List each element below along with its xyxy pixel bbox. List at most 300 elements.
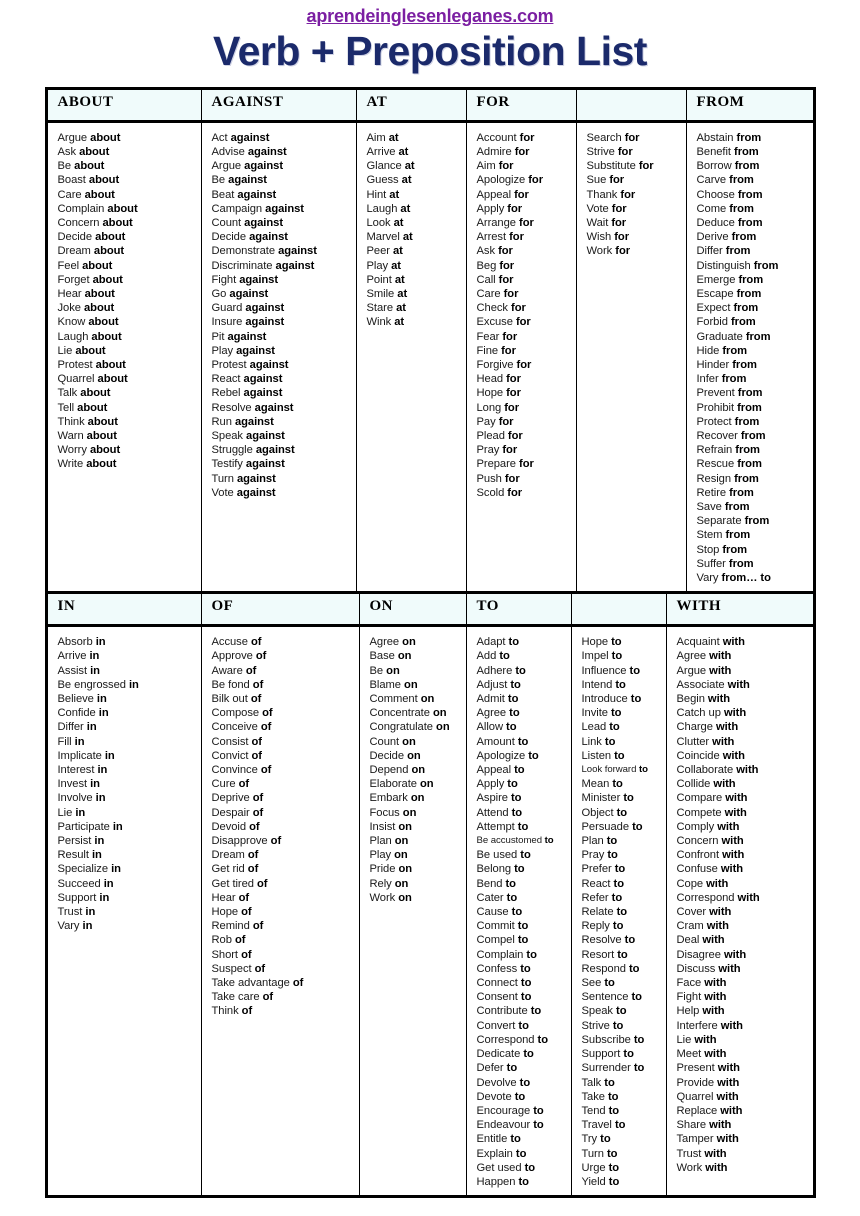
verb-list-item: Vote against [211, 486, 276, 499]
preposition: for [509, 231, 524, 244]
preposition: to [633, 1062, 645, 1075]
preposition: to [517, 920, 529, 933]
header-cell-on [359, 593, 466, 626]
verb-list-item: Interest in [57, 764, 108, 777]
verb-list-item: Assist in [57, 664, 100, 677]
preposition: against [243, 387, 283, 400]
verb-list-item: Ask for [476, 245, 513, 258]
preposition: from [737, 188, 763, 201]
preposition: with [702, 934, 725, 947]
preposition: from [728, 557, 754, 570]
verb-list-item: Agree with [676, 650, 732, 663]
verb-list-item: Fill in [57, 735, 85, 748]
preposition: about [93, 245, 125, 258]
preposition: with [722, 749, 745, 762]
verb-list-item: Link to [581, 735, 616, 748]
preposition: to [631, 991, 642, 1004]
verb-list-item: Urge to [581, 1161, 620, 1174]
preposition: from [725, 529, 751, 542]
header-label-in: IN [57, 598, 76, 615]
header-cell-about [46, 88, 201, 121]
verb-list-item: Discuss with [676, 962, 741, 975]
preposition: in [75, 806, 86, 819]
preposition: to [616, 1005, 627, 1018]
verb-list-item: Cause to [476, 906, 523, 919]
preposition: to [614, 749, 625, 762]
preposition: from… to [721, 572, 771, 584]
verb-list-item: Invite to [581, 707, 622, 720]
preposition: for [501, 344, 516, 357]
preposition: from [725, 245, 751, 258]
verb-list-item: Cover with [676, 906, 732, 919]
preposition: at [391, 259, 401, 272]
verb-list-item: Decide about [57, 231, 126, 244]
preposition: on [407, 749, 421, 762]
preposition: to [544, 835, 554, 847]
preposition: about [87, 415, 118, 428]
verb-list-item: Talk to [581, 1076, 615, 1089]
verb-list-item: Subscribe to [581, 1033, 645, 1046]
preposition: to [511, 806, 523, 819]
verb-list-item: Replace with [676, 1104, 743, 1117]
verb-list-item: Expect from [696, 302, 759, 315]
cell-from [686, 121, 814, 593]
preposition: to [514, 1090, 526, 1103]
verb-list-item: Push for [476, 472, 520, 485]
verb-list-item: Wink at [366, 316, 405, 329]
verb-list-item: Decide on [369, 749, 421, 762]
verb-list-item: Respond to [581, 962, 640, 975]
verb-list-item: Trust in [57, 906, 96, 919]
verb-list-item: Fight against [211, 273, 279, 286]
verb-list-item: Abstain from [696, 131, 762, 144]
verb-list-item: Fight with [676, 991, 727, 1004]
preposition: in [95, 792, 106, 805]
preposition: to [632, 820, 643, 833]
preposition: with [702, 1005, 725, 1018]
preposition: to [608, 1104, 620, 1117]
verb-list-item: Retire from [696, 486, 754, 499]
preposition: on [402, 735, 416, 748]
header-label-from: FROM [696, 93, 745, 110]
preposition: against [275, 259, 315, 272]
verb-list-item: Adhere to [476, 664, 526, 677]
verb-list-item: Begin with [676, 693, 731, 706]
cell-at [356, 121, 466, 593]
verb-list-item: Benefit from [696, 145, 759, 158]
cell-for-b [576, 121, 686, 593]
verb-list-item: Apply for [476, 202, 523, 215]
verb-list-item: Hope of [211, 906, 252, 919]
verb-list-item: Search for [586, 131, 640, 144]
preposition: in [95, 636, 106, 649]
verb-list-item: Adjust to [476, 678, 521, 691]
verb-list-item: Quarrel with [676, 1090, 739, 1103]
preposition: of [252, 792, 264, 805]
preposition: of [238, 891, 250, 904]
preposition: to [520, 849, 531, 862]
verb-list-item: Arrive at [366, 145, 409, 158]
verb-list-item: Choose from [696, 188, 763, 201]
preposition: against [227, 330, 267, 343]
verb-list-item: Add to [476, 650, 510, 663]
preposition: about [88, 316, 119, 329]
verb-list-item: Lie with [676, 1033, 717, 1046]
preposition: to [510, 1133, 521, 1146]
preposition: to [612, 1019, 624, 1032]
verb-list-item: Worry about [57, 444, 121, 457]
verb-list-item: Interfere with [676, 1019, 743, 1032]
verb-list-item: Guard against [211, 302, 285, 315]
verb-list-item: Clutter with [676, 735, 735, 748]
verb-list-item: Be fond of [211, 678, 264, 691]
verb-list-item: Think about [57, 415, 118, 428]
preposition: to [624, 934, 636, 947]
verb-list-item: Amount to [476, 735, 529, 748]
preposition: on [402, 806, 417, 819]
preposition: for [498, 273, 514, 286]
preposition: of [292, 977, 304, 990]
verb-list-item: Associate with [676, 678, 750, 691]
verb-list-item: Focus on [369, 806, 417, 819]
header-label-for: FOR [476, 93, 510, 110]
verb-list-item: Testify against [211, 458, 285, 471]
verb-list-item: Stem from [696, 529, 751, 542]
preposition: for [519, 458, 534, 471]
verb-list-item: Compete with [676, 806, 747, 819]
preposition: to [506, 1062, 518, 1075]
verb-list-item: Care about [57, 188, 115, 201]
verb-list-item: Embark on [369, 792, 425, 805]
preposition: for [511, 302, 526, 315]
verb-list-item: Resign from [696, 472, 759, 485]
preposition: about [102, 216, 133, 229]
preposition: in [104, 749, 115, 762]
verb-list-item: Hint at [366, 188, 400, 201]
preposition: of [255, 650, 267, 663]
preposition: to [533, 1119, 544, 1132]
preposition: to [616, 906, 628, 919]
header-label-with: WITH [676, 598, 722, 615]
preposition: to [608, 1090, 619, 1103]
preposition: against [236, 486, 276, 499]
verb-list-item: Allow to [476, 721, 517, 734]
preposition: with [715, 721, 739, 734]
preposition: from [737, 216, 763, 229]
preposition: from [745, 330, 771, 343]
preposition: from [729, 174, 754, 187]
verb-list-item: Yield to [581, 1175, 620, 1188]
verb-list-item: Introduce to [581, 693, 642, 706]
verb-list-item: Attempt to [476, 820, 529, 833]
preposition: of [250, 636, 262, 649]
verb-list-item: Check for [476, 302, 526, 315]
verb-list-item: Accuse of [211, 636, 262, 649]
verb-list-for-a [467, 123, 576, 506]
preposition: for [615, 245, 631, 258]
verb-list-item: Resolve to [581, 934, 636, 947]
preposition: on [394, 849, 408, 862]
preposition: of [252, 920, 264, 933]
verb-list-item: Hope to [581, 636, 622, 649]
preposition: at [394, 316, 405, 329]
verb-list-item: Implicate in [57, 749, 115, 762]
verb-list-item: Provide with [676, 1076, 740, 1089]
preposition: to [609, 721, 620, 734]
verb-list-item: Admire for [476, 145, 530, 158]
preposition: for [498, 160, 514, 173]
verb-list-item: Correspond with [676, 891, 760, 904]
preposition: with [704, 1048, 727, 1061]
preposition: about [97, 373, 128, 386]
verb-list-item: Consist of [211, 735, 262, 748]
preposition: in [89, 650, 100, 663]
verb-list-of [202, 627, 359, 1024]
preposition: against [254, 401, 294, 414]
cell-against [201, 121, 356, 593]
preposition: against [243, 373, 283, 386]
header-label-about: ABOUT [57, 93, 114, 110]
preposition: about [90, 131, 121, 144]
verb-list-item: Despair of [211, 806, 264, 819]
verb-list-item: Bilk out of [211, 693, 262, 706]
preposition: to [612, 778, 623, 791]
preposition: to [608, 1175, 620, 1188]
verb-list-item: Head for [476, 373, 521, 386]
verb-list-item: Quarrel about [57, 373, 128, 386]
page-title: Verb + Preposition List [213, 27, 647, 74]
verb-list-item: Minister to [581, 792, 634, 805]
verb-list-item: React against [211, 373, 283, 386]
verb-list-item: Elaborate on [369, 778, 434, 791]
preposition: to [611, 636, 622, 649]
verb-list-item: Believe in [57, 693, 107, 706]
verb-list-item: Share with [676, 1119, 732, 1132]
verb-list-item: Talk about [57, 387, 111, 400]
verb-list-item: Plan on [369, 835, 409, 848]
preposition: to [511, 906, 523, 919]
preposition: to [517, 934, 529, 947]
verb-list-item: Peer at [366, 245, 403, 258]
verb-list-item: Apologize for [476, 174, 544, 187]
preposition: on [398, 891, 412, 904]
header-label-against: AGAINST [211, 93, 284, 110]
preposition: at [397, 287, 408, 300]
verb-list-item: Hear about [57, 287, 115, 300]
preposition: to [526, 948, 537, 961]
verb-list-item: Devoid of [211, 820, 260, 833]
verb-list-item: Confront with [676, 849, 745, 862]
verb-list-item: Be accustomed to [476, 835, 554, 847]
verb-list-item: Listen to [581, 749, 625, 762]
verb-list-item: Scold for [476, 486, 523, 499]
verb-list-item: Insure against [211, 316, 285, 329]
preposition: from [735, 444, 760, 457]
preposition: to [520, 962, 531, 975]
preposition: for [617, 145, 633, 158]
preposition: from [753, 259, 779, 272]
preposition: against [278, 245, 317, 258]
verb-list-item: Arrange for [476, 216, 534, 229]
preposition: to [537, 1033, 548, 1046]
verb-list-item: Strive to [581, 1019, 624, 1032]
verb-list-item: Prepare for [476, 458, 534, 471]
preposition: to [506, 721, 517, 734]
preposition: on [411, 764, 426, 777]
preposition: about [95, 358, 126, 371]
preposition: of [251, 735, 262, 748]
preposition: against [246, 429, 285, 442]
preposition: for [504, 401, 520, 414]
preposition: with [706, 920, 729, 933]
verb-list-item: Laugh at [366, 202, 411, 215]
preposition: with [712, 735, 735, 748]
preposition: to [533, 1104, 544, 1117]
verb-list-item: Depend on [369, 764, 426, 777]
verb-list-item: Differ from [696, 245, 751, 258]
verb-list-item: Aim at [366, 131, 399, 144]
preposition: to [523, 1048, 534, 1061]
verb-list-item: Work on [369, 891, 412, 904]
preposition: in [112, 820, 123, 833]
verb-list-item: Aim for [476, 160, 514, 173]
preposition: against [265, 202, 304, 215]
preposition: to [606, 1147, 618, 1160]
preposition: on [410, 792, 425, 805]
verb-list-item: Convince of [211, 764, 272, 777]
verb-list-item: Demonstrate against [211, 245, 317, 258]
verb-list-item: Vary in [57, 920, 93, 933]
verb-list-item: Consent to [476, 991, 532, 1004]
preposition: in [90, 664, 100, 677]
verb-list-item: Concentrate on [369, 707, 447, 720]
preposition: on [397, 650, 412, 663]
preposition: with [723, 948, 747, 961]
preposition: against [247, 145, 287, 158]
verb-list-item: Play at [366, 259, 401, 272]
preposition: about [89, 444, 121, 457]
verb-list-item: Turn against [211, 472, 276, 485]
preposition: for [498, 245, 513, 258]
preposition: for [519, 216, 534, 229]
preposition: to [514, 863, 525, 876]
preposition: about [86, 429, 117, 442]
verb-list-item: Boast about [57, 174, 120, 187]
preposition: for [503, 287, 519, 300]
preposition: against [255, 444, 295, 457]
preposition: in [74, 735, 85, 748]
preposition: for [611, 216, 627, 229]
preposition: for [502, 444, 518, 457]
preposition: to [604, 977, 615, 990]
preposition: in [129, 678, 139, 691]
preposition: for [638, 160, 654, 173]
verb-list-item: Smile at [366, 287, 408, 300]
verb-list-item: Complain about [57, 202, 138, 215]
preposition: at [404, 160, 415, 173]
preposition: about [84, 188, 115, 201]
verb-list-item: Substitute for [586, 160, 654, 173]
preposition: from [737, 458, 762, 471]
preposition: with [720, 1019, 743, 1032]
preposition: in [85, 906, 96, 919]
preposition: to [515, 664, 526, 677]
header-cell-at [356, 88, 466, 121]
preposition: about [86, 458, 117, 471]
preposition: about [80, 387, 111, 400]
verb-list-item: Disapprove of [211, 835, 282, 848]
preposition: of [262, 707, 273, 720]
verb-list-item: Absorb in [57, 636, 106, 649]
verb-list-item: Think of [211, 1005, 253, 1018]
preposition: with [720, 863, 744, 876]
preposition: to [514, 764, 525, 777]
preposition: on [420, 778, 434, 791]
preposition: of [260, 764, 272, 777]
verb-list-item: Cram with [676, 920, 729, 933]
verb-list-item: Pit against [211, 330, 267, 343]
verb-list-item: Hide from [696, 344, 748, 357]
preposition: against [236, 344, 275, 357]
preposition: for [507, 202, 523, 215]
verb-list-item: Try to [581, 1133, 611, 1146]
preposition: at [400, 202, 411, 215]
preposition: from [737, 401, 762, 414]
preposition: to [505, 877, 516, 890]
verb-list-item: Dream of [211, 849, 259, 862]
preposition: against [229, 287, 269, 300]
site-url[interactable]: aprendeinglesenleganes.com [306, 6, 554, 26]
verb-list-item: Long for [476, 401, 520, 414]
verb-list-item: Support in [57, 891, 110, 904]
verb-list-item: Rely on [369, 877, 409, 890]
verb-list-item: Coincide with [676, 749, 745, 762]
verb-list-item: Agree to [476, 707, 520, 720]
header-cell-in [46, 593, 201, 626]
verb-list-item: Deprive of [211, 792, 264, 805]
verb-list-item: Persuade to [581, 820, 643, 833]
verb-list-item: Invest in [57, 778, 100, 791]
verb-list-item: Look at [366, 216, 404, 229]
preposition: against [234, 415, 274, 428]
preposition: with [704, 977, 727, 990]
preposition: on [402, 636, 416, 649]
preposition: to [633, 1033, 645, 1046]
verb-list-item: Aware of [211, 664, 257, 677]
verb-list-item: Pray to [581, 849, 618, 862]
preposition: at [402, 231, 413, 244]
verb-list-item: See to [581, 977, 615, 990]
verb-list-item: React to [581, 877, 625, 890]
preposition: for [506, 373, 521, 386]
header-label-of: OF [211, 598, 234, 615]
preposition: against [228, 174, 267, 187]
header-cell-for [466, 88, 576, 121]
verb-list-item: Relate to [581, 906, 628, 919]
verb-list-item: Speak against [211, 429, 285, 442]
preposition: to [638, 764, 648, 776]
verb-list-item: Surrender to [581, 1062, 645, 1075]
preposition: of [238, 778, 250, 791]
preposition: for [507, 486, 523, 499]
verb-list-item: Argue with [676, 664, 732, 677]
verb-list-item: Resort to [581, 948, 628, 961]
preposition: from [740, 429, 766, 442]
verb-list-item: Cure of [211, 778, 250, 791]
verb-list-item: Aspire to [476, 792, 522, 805]
preposition: with [709, 650, 732, 663]
preposition: at [393, 245, 403, 258]
